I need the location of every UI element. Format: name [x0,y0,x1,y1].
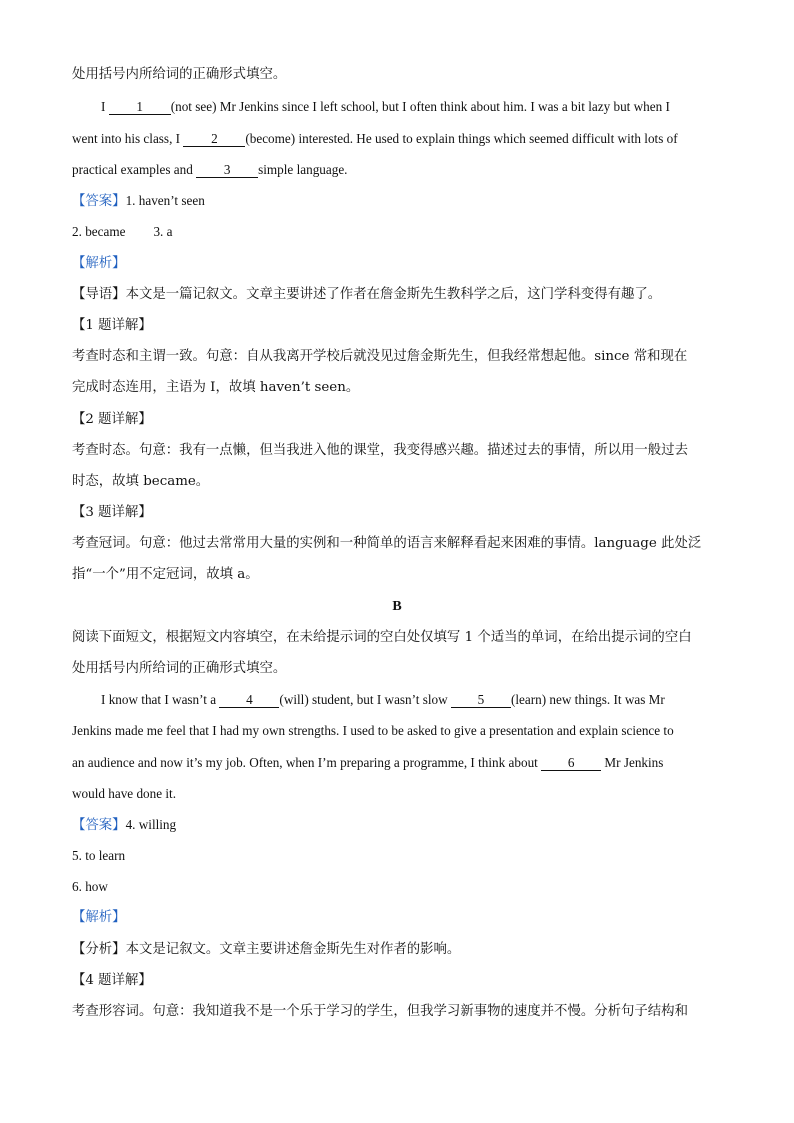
answer-label: 【答案】 [72,194,126,209]
passage-a-line-1: I 1 (not see) Mr Jenkins since I left school, but I often think about him. I was a bit lazy but when I [101,99,670,114]
q2-detail-line-1: 考查时态。句意：我有一点懒，但当我进入他的课堂，我变得感兴趣。描述过去的事情，所以用一般过去 [72,443,688,458]
guide-text: 本文是一篇记叙文。文章主要讲述了作者在詹金斯先生教科学之后，这门学科变得有趣了。 [125,287,662,302]
blank-4: 4 [219,693,279,708]
answer-b-line-1 [72,816,176,835]
instruction-b-line-1: 阅读下面短文，根据短文内容填空，在未给提示词的空白处仅填写 1 个适当的单词，在给出提示词的空白 [72,630,692,645]
q1-label: 【1 题详解】 [72,318,152,333]
q3-detail-line-1: 考查冠词。句意：他过去常常用大量的实例和一种简单的语言来解释看起来困难的事情。language 此处泛 [72,536,702,551]
passage-a-line-3: practical examples and 3 simple language. [72,162,348,177]
q2-label: 【2 题详解】 [72,412,152,427]
analysis-sub-label: 【分析】 [72,942,126,957]
q3-detail-line-2: 指“一个”用不定冠词，故填 a。 [72,567,259,582]
q1-detail-line-1: 考查时态和主谓一致。句意：自从我离开学校后就没见过詹金斯先生，但我经常想起他。since 常和现在 [72,349,688,364]
guide-label: 【导语】 [72,287,126,302]
answer-a-line-2 [72,223,173,241]
passage-b-line-3: an audience and now it’s my job. Often, when I’m preparing a programme, I think about 6 Mr Jenkins [72,755,664,770]
passage-b-line-2: Jenkins made me feel that I had my own strengths. I used to be asked to give a presentation and explain science to [72,723,674,738]
q4-label: 【4 题详解】 [72,973,152,988]
analysis-label: 【解析】 [72,256,126,271]
section-b-heading: B [392,599,402,614]
q3-label: 【3 题详解】 [72,505,152,520]
q1-detail-line-2: 完成时态连用，主语为 I，故填 haven’t seen。 [72,380,360,395]
analysis-text: 本文是记叙文。文章主要讲述詹金斯先生对作者的影响。 [125,942,461,957]
blank-6: 6 [541,756,601,771]
blank-5: 5 [451,693,511,708]
answer-a-line-1 [72,192,205,211]
q2-detail-line-2: 时态，故填 became。 [72,474,210,489]
analysis-label-b: 【解析】 [72,910,126,925]
blank-2: 2 [183,132,245,147]
answer-label: 【答案】 [72,818,126,833]
answer-3: 3. a [153,224,173,239]
answer-2: 2. became [72,224,126,239]
q4-detail-line-1: 考查形容词。句意：我知道我不是一个乐于学习的学生，但我学习新事物的速度并不慢。分析句子结构和 [72,1004,688,1019]
instruction-b-line-2: 处用括号内所给词的正确形式填空。 [72,661,287,676]
passage-b-line-4: would have done it. [72,786,177,801]
answer-4: 4. willing [125,817,177,832]
analysis-b-line [72,941,460,959]
guide-line [72,286,661,304]
blank-1: 1 [109,100,171,115]
answer-1: 1. haven’t seen [125,193,205,208]
instruction-tail: 处用括号内所给词的正确形式填空。 [72,67,287,82]
passage-b-line-1: I know that I wasn’t a 4 (will) student, but I wasn’t slow 5 (learn) new things. It was Mr [101,692,665,707]
passage-a-line-2: went into his class, I 2 (become) interested. He used to explain things which seemed difficult with lots of [72,131,678,146]
blank-3: 3 [196,163,258,178]
answer-6: 6. how [72,879,108,894]
answer-5: 5. to learn [72,848,126,863]
